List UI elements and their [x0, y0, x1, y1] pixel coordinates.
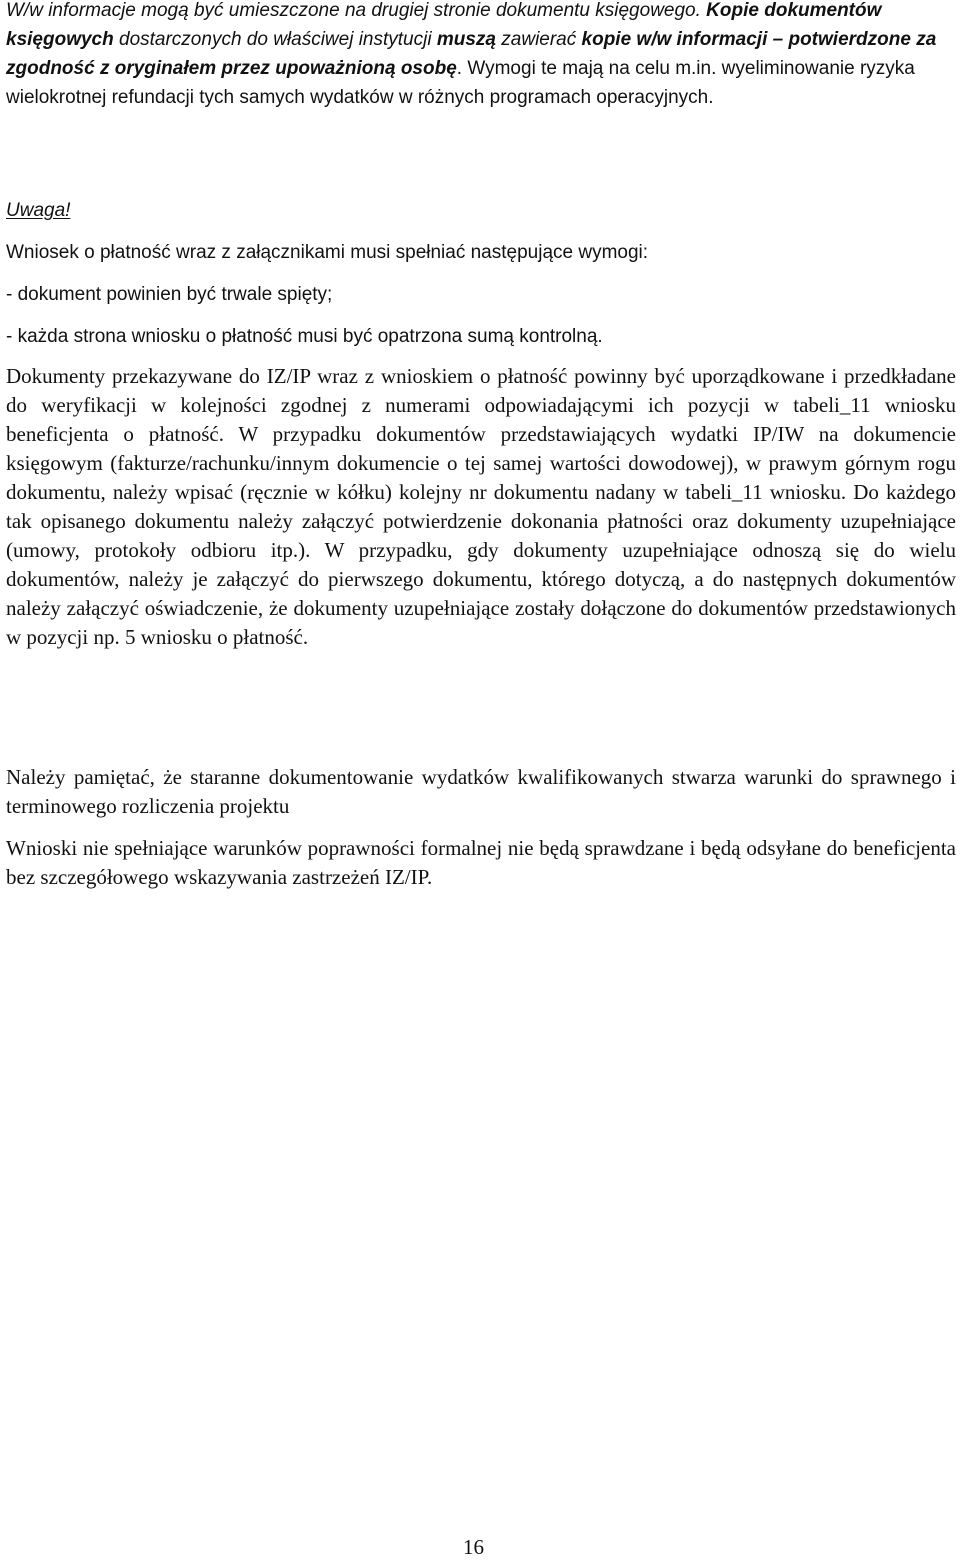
intro-italic-lead: W/w informacje mogą być umieszczone na drugiej stronie dokumentu księgowego. [6, 0, 707, 21]
requirements-intro: Wniosek o płatność wraz z załącznikami musi spełniać następujące wymogi: [6, 242, 649, 263]
requirement-item: - dokument powinien być trwale spięty; [6, 284, 333, 305]
requirement-item: - każda strona wniosku o płatność musi być opatrzona sumą kontrolną. [6, 326, 603, 347]
documents-paragraph: Dokumenty przekazywane do IZ/IP wraz z wnioskiem o płatność powinny być uporządkowane i przedkładane do weryfikacji w kolejności zgodnej z numerami odpowiadającymi ich pozycji w tabeli_11 wniosku beneficjenta o płatność. W przypadku dokumentów przedstawiających wydatki IP/IW na dokumencie księgowym (fakturze/rachunku/innym dokumencie o tej samej wartości dowodowej), w prawym górnym rogu dokumentu, należy wpisać (ręcznie w kółku) kolejny nr dokumentu nadany w tabeli_11 wniosku. Do każdego tak opisanego dokumentu należy załączyć potwierdzenie dokonania płatności oraz dokumenty uzupełniające (umowy, protokoły odbioru itp.). W przypadku, gdy dokumenty uzupełniające odnoszą się do wielu dokumentów, należy je załączyć do pierwszego dokumentu, którego dotyczą, a do następnych dokumentów należy załączyć oświadczenie, że dokumenty uzupełniające zostały dołączone do dokumentów przedstawionych w pozycji np. 5 wniosku o płatność. [6, 364, 956, 649]
intro-italic-contain: zawierać [496, 29, 582, 50]
uwaga-heading: Uwaga! [6, 200, 71, 221]
page-number: 16 [463, 1535, 484, 1559]
rejection-paragraph: Wnioski nie spełniające warunków poprawności formalnej nie będą sprawdzane i będą odsyłane do beneficjenta bez szczegółowego wskazywania zastrzeżeń IZ/IP. [6, 836, 956, 889]
intro-bold-copies: Kopie dokumentów księgowych [6, 0, 882, 50]
intro-paragraph [6, 0, 956, 112]
reminder-paragraph: Należy pamiętać, że staranne dokumentowanie wydatków kwalifikowanych stwarza warunki do sprawnego i terminowego rozliczenia projektu [6, 765, 956, 818]
intro-bold-requirement: kopie w/w informacji – potwierdzone za zgodność z oryginałem przez upoważnioną osobę [6, 29, 937, 79]
intro-rest: . Wymogi te mają na celu m.in. wyeliminowanie ryzyka wielokrotnej refundacji tych samych wydatków w różnych programach operacyjnych. [6, 58, 915, 108]
intro-italic-delivered: dostarczonych do właściwej instytucji [113, 29, 437, 50]
intro-bold-must: muszą [436, 29, 496, 50]
